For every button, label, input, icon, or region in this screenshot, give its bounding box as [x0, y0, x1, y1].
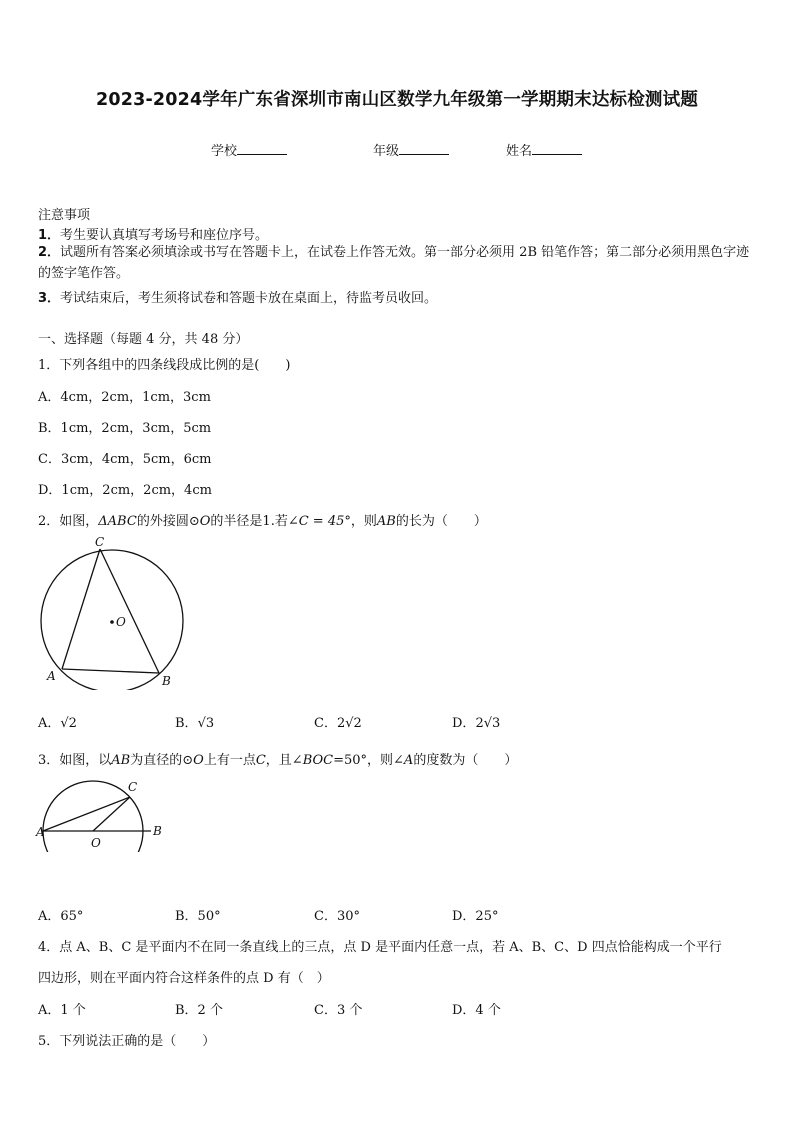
q3-angle-a: A	[403, 753, 414, 768]
q2-circle: ⊙O	[188, 514, 211, 529]
q3-stem-a: 3．如图，以	[38, 753, 112, 768]
notes-heading: 注意事项	[38, 208, 91, 223]
q3-center: O	[193, 753, 204, 768]
q2-stem-f: 的长为（ ）	[395, 514, 487, 529]
q2-option-a[interactable]	[38, 712, 77, 731]
q4-option-c[interactable]: C．3 个	[314, 1003, 363, 1018]
q2-side-ca	[62, 549, 100, 669]
name-blank[interactable]	[532, 142, 582, 155]
q4-option-b[interactable]: B．2 个	[175, 1003, 223, 1018]
page-title: 2023-2024学年广东省深圳市南山区数学九年级第一学期期末达标检测试题	[95, 90, 699, 110]
q3-angle-boc: BOC	[302, 753, 334, 768]
q2-segment-ab: AB	[376, 514, 396, 529]
note-1	[38, 224, 268, 243]
note-3	[38, 287, 437, 306]
q2-option-d-value: 2√3	[475, 716, 501, 731]
q2-side-cb	[100, 549, 159, 673]
q2-label-o: O	[116, 615, 126, 629]
q1-option-c[interactable]: C．3cm，4cm，5cm，6cm	[38, 452, 212, 467]
q2-option-b-letter: B．	[175, 716, 198, 731]
q2-radius: 1	[262, 514, 271, 529]
q2-option-a-value: √2	[60, 716, 77, 731]
q3-stem-f: 的度数为（ ）	[413, 753, 518, 768]
q2-triangle: ΔABC	[98, 514, 137, 529]
q2-label-a: A	[47, 669, 56, 683]
q2-stem-b: 的外接圆	[136, 514, 189, 529]
q2-stem-c: 的半径是	[210, 514, 263, 529]
note-3-text: 考试结束后，考生须将试卷和答题卡放在桌面上，待监考员收回。	[60, 291, 438, 306]
q4-stem-line-2: 四边形，则在平面内符合这样条件的点 D 有（ ）	[38, 971, 330, 986]
q2-option-b-value: √3	[197, 716, 215, 731]
q5-stem: 5．下列说法正确的是（ ）	[38, 1034, 216, 1049]
q2-center-dot	[110, 620, 114, 624]
q4-option-d[interactable]: D．4 个	[452, 1003, 501, 1018]
note-3-number: 3．	[38, 291, 61, 306]
q3-point-c: C	[255, 753, 266, 768]
q3-option-d[interactable]: D．25°	[452, 909, 499, 924]
school-blank[interactable]	[237, 142, 287, 155]
note-2-number: 2．	[38, 245, 61, 260]
q3-option-a[interactable]: A．65°	[38, 909, 84, 924]
school-field	[211, 140, 287, 159]
school-label: 学校	[211, 144, 238, 159]
q3-stem	[38, 749, 517, 768]
note-1-number: 1．	[38, 228, 61, 243]
q2-option-c-letter: C．	[314, 716, 337, 731]
q2-figure	[38, 535, 188, 690]
q2-stem	[38, 510, 487, 529]
q2-label-c: C	[95, 535, 105, 549]
q2-stem-d: .若	[270, 514, 288, 529]
q2-side-ab	[62, 669, 159, 673]
q2-stem-a: 2．如图，	[38, 514, 99, 529]
grade-blank[interactable]	[399, 142, 449, 155]
q1-option-d[interactable]: D．1cm，2cm，2cm，4cm	[38, 483, 212, 498]
q4-stem-line-1: 4．点 A、B、C 是平面内不在同一条直线上的三点，点 D 是平面内任意一点，若 A、B、C、D 四点恰能构成一个平行	[38, 940, 722, 955]
q3-label-a: A	[36, 825, 45, 839]
grade-label: 年级	[373, 144, 400, 159]
q3-segment-ab: AB	[111, 753, 131, 768]
grade-field	[373, 140, 449, 159]
q1-option-a[interactable]: A．4cm，2cm，1cm，3cm	[38, 390, 211, 405]
q3-radius-oc	[93, 797, 130, 831]
q3-stem-c: 上有一点	[203, 753, 256, 768]
q2-label-b: B	[162, 674, 171, 688]
q2-option-a-letter: A．	[38, 716, 61, 731]
note-1-text: 考生要认真填写考场号和座位序号。	[60, 228, 269, 243]
q1-stem: 1．下列各组中的四条线段成比例的是( )	[38, 358, 291, 373]
q2-option-b[interactable]	[175, 712, 214, 731]
q2-stem-e: ，则	[350, 514, 377, 529]
q4-option-a[interactable]: A．1 个	[38, 1003, 86, 1018]
q3-option-b[interactable]: B．50°	[175, 909, 221, 924]
q2-angle: ∠C = 45°	[287, 514, 351, 529]
note-2	[38, 242, 760, 284]
section-heading: 一、选择题（每题 4 分，共 48 分）	[38, 332, 249, 347]
q3-label-c: C	[128, 780, 138, 794]
q2-option-d[interactable]	[452, 712, 500, 731]
name-field	[506, 140, 582, 159]
q3-label-b: B	[153, 824, 162, 838]
name-label: 姓名	[506, 144, 533, 159]
q2-option-c[interactable]	[314, 712, 362, 731]
note-2-text: 试题所有答案必须填涂或书写在答题卡上，在试卷上作答无效。第一部分必须用 2B 铅笔作答；第二部分必须用黑色字迹的签字笔作答。	[38, 245, 750, 281]
q3-stem-d: ，且∠	[265, 753, 303, 768]
q3-stem-b: 为直径的⊙	[130, 753, 194, 768]
q3-figure	[35, 777, 170, 852]
q3-label-o: O	[91, 836, 101, 850]
q2-option-c-value: 2√2	[336, 716, 362, 731]
q3-chord-ac	[43, 797, 130, 831]
q2-option-d-letter: D．	[452, 716, 476, 731]
q3-stem-e: =50°，则∠	[333, 753, 404, 768]
q1-option-b[interactable]: B．1cm，2cm，3cm，5cm	[38, 421, 212, 436]
q3-option-c[interactable]: C．30°	[314, 909, 360, 924]
